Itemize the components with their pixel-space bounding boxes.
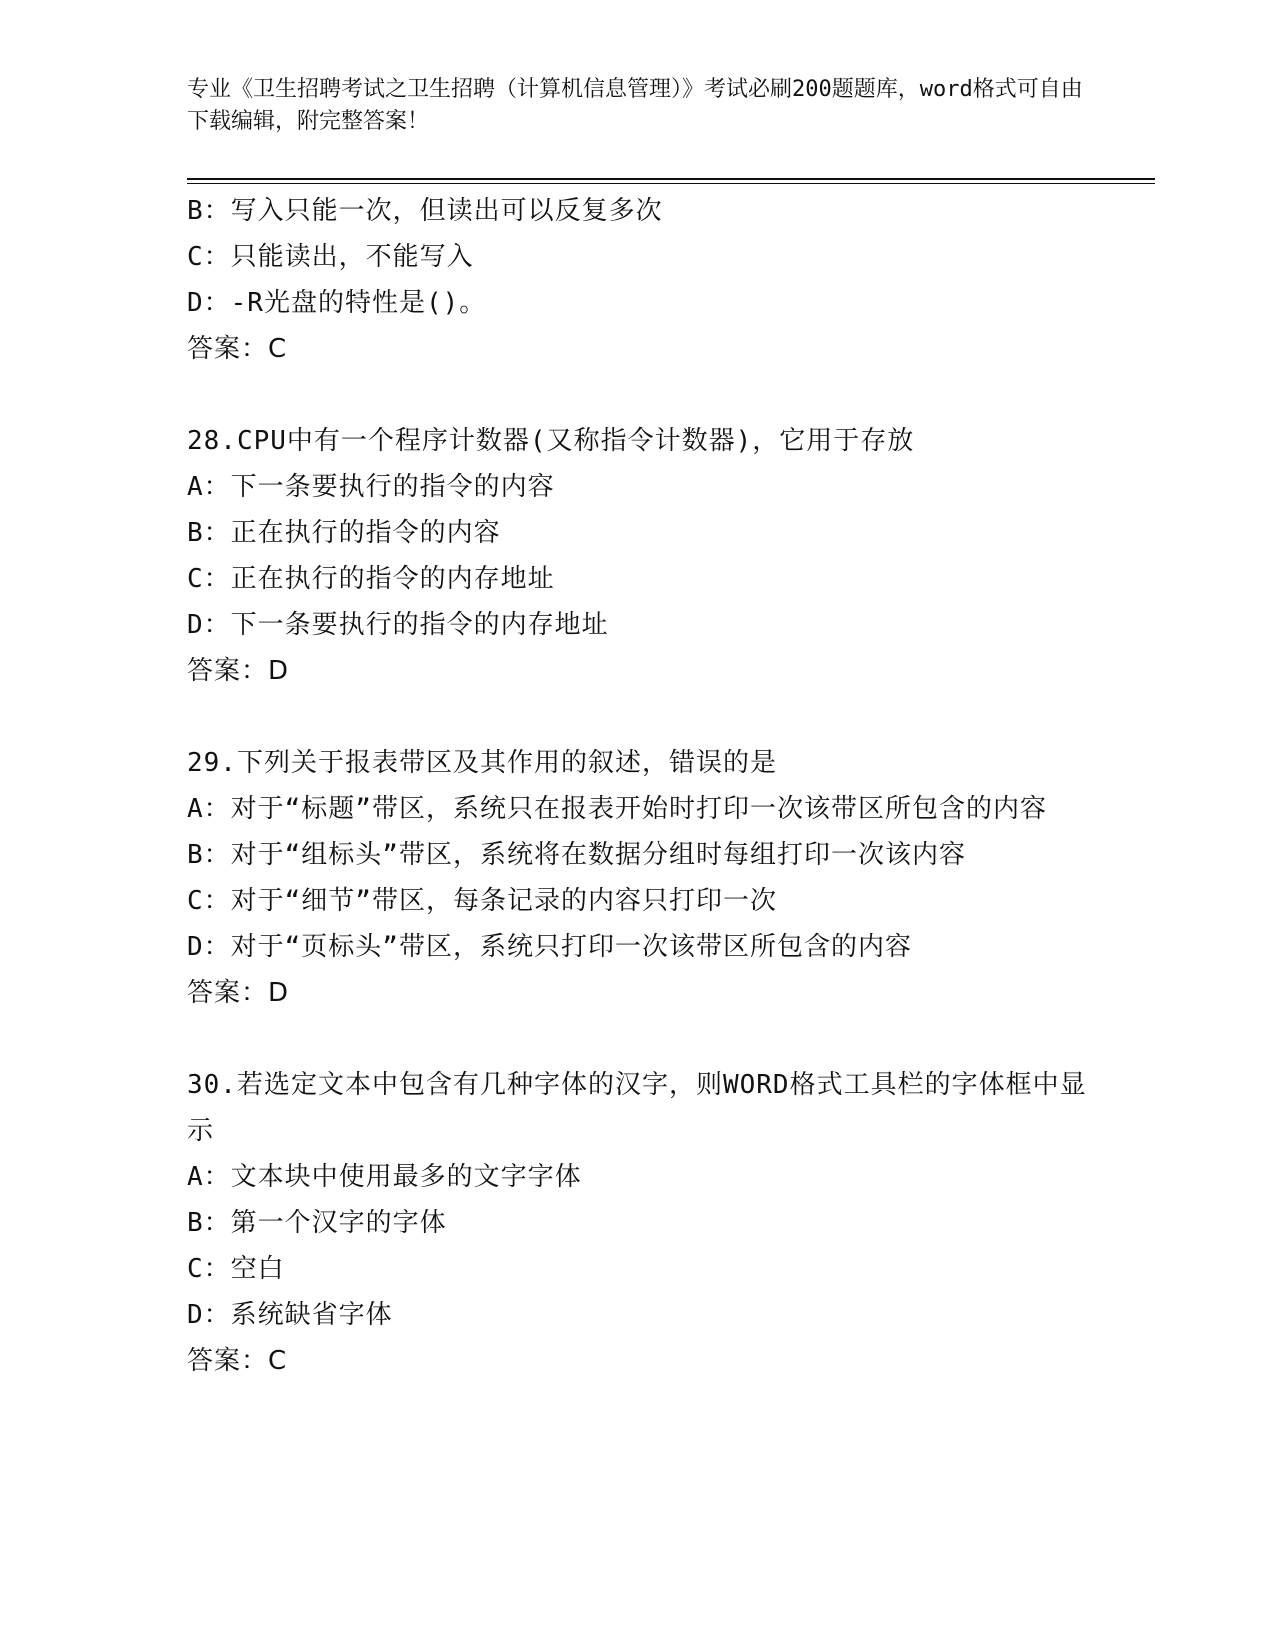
option-d: D：-R光盘的特性是()。 [187, 288, 487, 318]
option-d: D：下一条要执行的指令的内存地址 [187, 610, 609, 640]
option-d: D：系统缺省字体 [187, 1300, 393, 1330]
header-rule-thin [187, 183, 1155, 184]
option-a: A：下一条要执行的指令的内容 [187, 472, 555, 502]
option-c: C：正在执行的指令的内存地址 [187, 564, 555, 594]
question-stem: 28.CPU中有一个程序计数器(又称指令计数器)，它用于存放 [187, 426, 915, 456]
question-stem: 30.若选定文本中包含有几种字体的汉字，则WORD格式工具栏的字体框中显示 [187, 1070, 1087, 1146]
question-content [187, 188, 1087, 1384]
option-a: A：对于“标题”带区，系统只在报表开始时打印一次该带区所包含的内容 [187, 794, 1047, 824]
answer: 答案：D [187, 978, 290, 1008]
option-b: B：第一个汉字的字体 [187, 1208, 447, 1238]
question-28 [187, 418, 1087, 694]
header-rule-thick [187, 178, 1155, 180]
question-stem: 29.下列关于报表带区及其作用的叙述，错误的是 [187, 748, 777, 778]
option-c: C：空白 [187, 1254, 285, 1284]
partial-question [187, 188, 1087, 372]
option-d: D：对于“页标头”带区，系统只打印一次该带区所包含的内容 [187, 932, 912, 962]
header-text: 专业《卫生招聘考试之卫生招聘（计算机信息管理）》考试必刷200题题库，word格式可自由下载编辑，附完整答案！ [187, 77, 1083, 134]
option-b: B：正在执行的指令的内容 [187, 518, 501, 548]
option-a: A：文本块中使用最多的文字字体 [187, 1162, 582, 1192]
answer: 答案：C [187, 334, 288, 364]
answer: 答案：D [187, 656, 290, 686]
question-29 [187, 740, 1087, 1016]
answer: 答案：C [187, 1346, 288, 1376]
document-header [187, 74, 1087, 138]
question-30 [187, 1062, 1087, 1384]
option-c: C：对于“细节”带区，每条记录的内容只打印一次 [187, 886, 777, 916]
option-b: B：写入只能一次，但读出可以反复多次 [187, 196, 663, 226]
option-c: C：只能读出，不能写入 [187, 242, 474, 272]
option-b: B：对于“组标头”带区，系统将在数据分组时每组打印一次该内容 [187, 840, 966, 870]
